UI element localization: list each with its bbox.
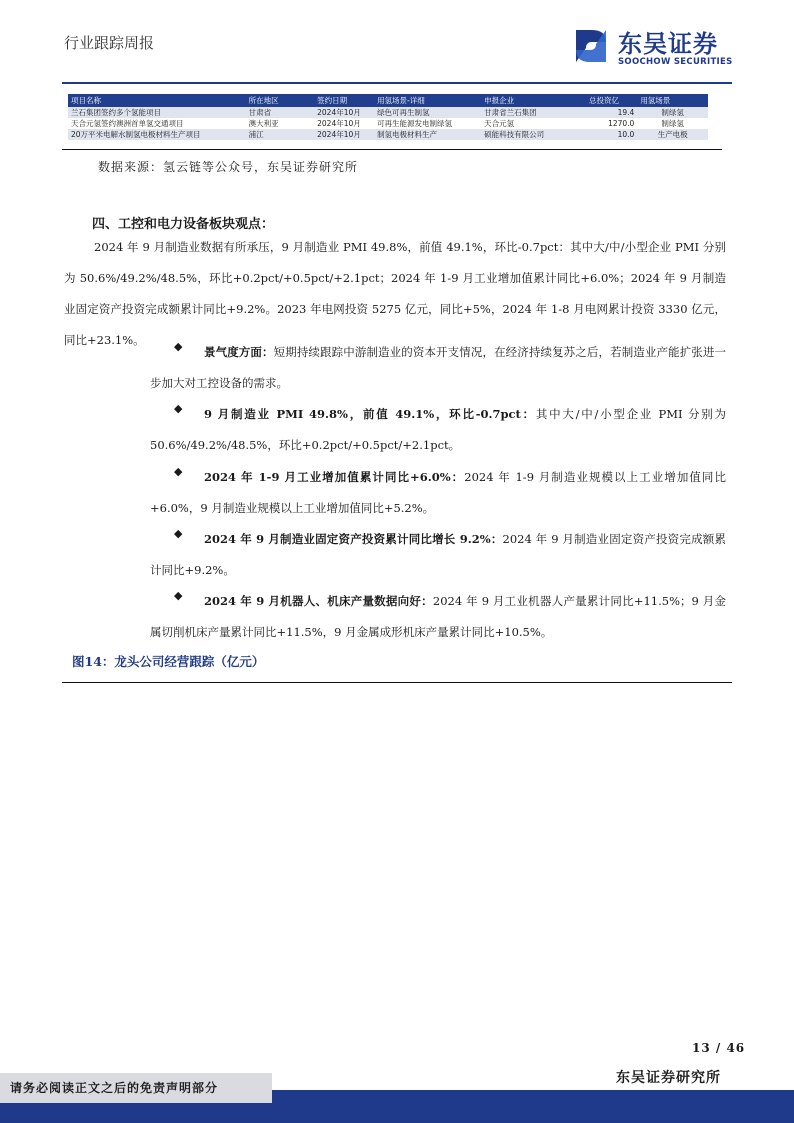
table-cell: 2024年10月 <box>317 119 361 128</box>
table-row <box>68 129 708 140</box>
bullet-item <box>150 399 726 461</box>
bullet-text: 2024 年 9 月制造业固定资产投资完成额累计同比+9.2%。 <box>150 532 726 577</box>
table-cell: 绿色可再生制氢 <box>374 107 481 118</box>
bullet-bold-lead: 2024 年 9 月制造业固定资产投资累计同比增长 9.2%： <box>204 532 503 546</box>
table-header-cell: 用氢场景-详细 <box>374 94 481 107</box>
bullet-bold-lead: 2024 年 9 月机器人、机床产量数据向好： <box>204 594 433 608</box>
bullet-text: 2024 年 1-9 月制造业规模以上工业增加值同比+6.0%，9 月制造业规模以上工业增加值同比+5.2%。 <box>150 470 726 515</box>
table-cell: 浦江 <box>246 129 314 140</box>
disclaimer-note: 请务必阅读正文之后的免责声明部分 <box>0 1073 272 1103</box>
bullet-item <box>150 337 726 399</box>
table-header-cell: 项目名称 <box>68 94 246 107</box>
table-bottom-rule <box>62 149 722 150</box>
table-cell: 19.4 <box>586 107 637 118</box>
bullet-diamond-icon: ◆ <box>174 589 183 602</box>
bullet-item <box>150 462 726 524</box>
data-source-note: 数据来源：氢云链等公众号，东吴证券研究所 <box>98 160 359 174</box>
table-cell: 天合元氢签约澳洲首单氢交通项目 <box>71 119 184 128</box>
table-row <box>68 107 708 118</box>
logo-chinese-name: 东吴证券 <box>618 30 718 58</box>
table-cell: 甘肃省 <box>246 107 314 118</box>
logo-english-name: SOOCHOW SECURITIES <box>618 57 733 67</box>
project-table <box>68 94 708 140</box>
bullet-item <box>150 524 726 586</box>
bullet-item <box>150 586 726 648</box>
section-heading: 四、工控和电力设备板块观点： <box>92 217 275 232</box>
table-header-cell: 总投资亿 <box>586 94 637 107</box>
bullet-diamond-icon: ◆ <box>174 527 183 540</box>
table-cell: 生产电极 <box>637 129 708 140</box>
bullet-text: 其中大/中/小型企业 PMI 分别为 50.6%/49.2%/48.5%，环比+0.2pct/+0.5pct/+2.1pct。 <box>150 407 726 452</box>
table-cell: 1270.0 <box>608 119 635 128</box>
page-number: 13 / 46 <box>692 1041 746 1055</box>
table-cell: 甘肃省兰石集团 <box>481 107 586 118</box>
table-row <box>68 118 708 129</box>
bullet-bold-lead: 2024 年 1-9 月工业增加值累计同比+6.0%： <box>204 470 465 484</box>
logo-mark-icon <box>570 26 612 66</box>
table-cell: 可再生能源发电制绿氢 <box>377 119 453 128</box>
table-header-cell: 签约日期 <box>314 94 374 107</box>
table-cell: 澳大利亚 <box>248 119 279 128</box>
table-header-cell: 申报企业 <box>481 94 586 107</box>
table-cell: 制绿氢 <box>661 119 684 128</box>
table-cell: 2024年10月 <box>314 107 374 118</box>
company-logo <box>570 26 740 72</box>
table-cell: 兰石集团签约多个氢能项目 <box>68 107 246 118</box>
section-paragraph: 2024 年 9 月制造业数据有所承压，9 月制造业 PMI 49.8%，前值 49.1%，环比-0.7pct：其中大/中/小型企业 PMI 分别为 50.6%/49.2%/48.5%，环比+0.2pct/+0.5pct/+2.1pct；2024 年 1-9 月工业增加值累计同比+6.0%；2024 年 9 月制造业固定资产投资完成额累计同比+9.2%。2023 年电网投资 5275 亿元，同比+5%，2024 年 1-8 月电网累计投资 3330 亿元，同比+23.1%。 <box>64 240 726 347</box>
table-header-cell: 用氢场景 <box>637 94 708 107</box>
header-divider <box>62 82 732 84</box>
table-cell: 10.0 <box>586 129 637 140</box>
bullet-text: 2024 年 9 月工业机器人产量累计同比+11.5%；9 月金属切削机床产量累计同比+11.5%，9 月金属成形机床产量累计同比+10.5%。 <box>150 594 726 639</box>
bullet-diamond-icon: ◆ <box>174 465 183 478</box>
table-cell: 制绿氢 <box>637 107 708 118</box>
table-cell: 硕能科技有限公司 <box>481 129 586 140</box>
header-title: 行业跟踪周报 <box>64 34 155 52</box>
figure-rule <box>62 682 732 683</box>
bullet-diamond-icon: ◆ <box>174 340 183 353</box>
table-cell: 制氢电极材料生产 <box>374 129 481 140</box>
figure-title: 图14：龙头公司经营跟踪（亿元） <box>72 654 265 669</box>
bullet-bold-lead: 景气度方面： <box>204 345 274 359</box>
table-cell: 2024年10月 <box>314 129 374 140</box>
table-header-row <box>68 94 708 107</box>
table-header-cell: 所在地区 <box>246 94 314 107</box>
bullet-diamond-icon: ◆ <box>174 402 183 415</box>
bullet-text: 短期持续跟踪中游制造业的资本开支情况，在经济持续复苏之后，若制造业产能扩张进一步加大对工控设备的需求。 <box>150 345 727 390</box>
bullet-bold-lead: 9 月制造业 PMI 49.8%，前值 49.1%，环比-0.7pct： <box>204 407 536 421</box>
table-cell: 天合元氢 <box>484 119 515 128</box>
table-cell: 20万平米电解水制氢电极材料生产项目 <box>68 129 246 140</box>
footer-org-name: 东吴证券研究所 <box>616 1070 721 1086</box>
